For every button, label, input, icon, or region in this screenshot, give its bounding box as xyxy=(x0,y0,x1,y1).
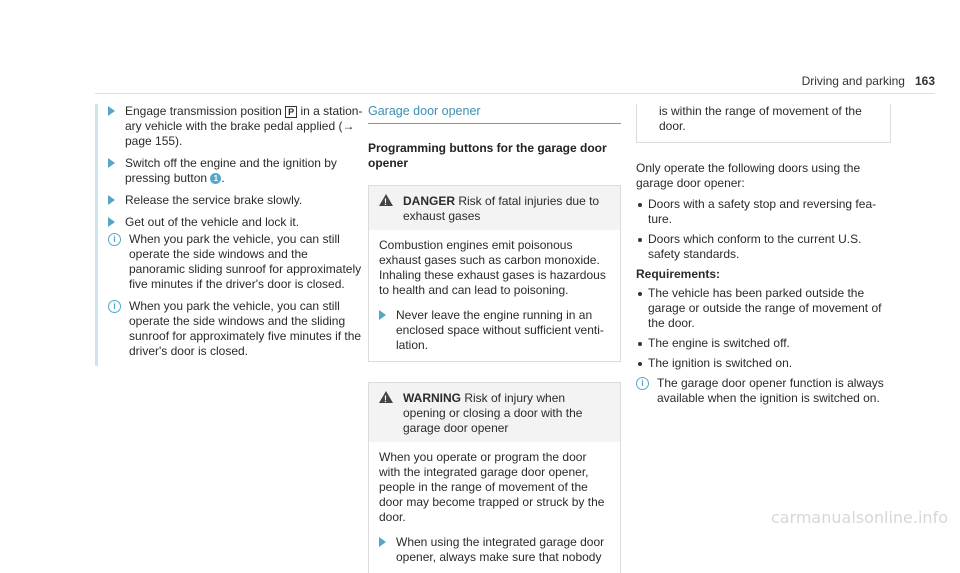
warning-continuation xyxy=(636,104,891,143)
note-item xyxy=(636,376,891,406)
gear-p-icon: P xyxy=(285,106,297,118)
step-item xyxy=(108,104,366,149)
header-rule xyxy=(95,93,935,94)
warning-label: WARNING xyxy=(403,391,461,405)
danger-box xyxy=(368,185,621,362)
requirements-list xyxy=(636,286,891,371)
continuation-text: is within the range of movement of the door. xyxy=(659,104,862,133)
door-list xyxy=(636,197,891,262)
intro-text: Only operate the following doors using the garage door opener: xyxy=(636,161,861,190)
step-text: Get out of the vehicle and lock it. xyxy=(125,215,300,229)
info-icon: i xyxy=(108,233,121,246)
list-item: Doors which conform to the current U.S. safety standards. xyxy=(636,232,891,262)
danger-heading: ! DANGER Risk of fatal injuries due to exhaust gases xyxy=(369,186,620,230)
step-item xyxy=(379,308,610,353)
warning-triangle-icon xyxy=(379,391,393,403)
warning-heading: ! WARNING Risk of injury when opening or closing a door with the garage door opener xyxy=(369,383,620,442)
danger-body xyxy=(369,230,620,361)
watermark: carmanualsonline.info xyxy=(770,508,948,527)
page-number: 163 xyxy=(914,74,935,88)
note-item xyxy=(108,232,366,292)
step-item xyxy=(108,193,366,208)
step-arrow-icon xyxy=(379,310,386,320)
section-title: Garage door opener xyxy=(368,104,481,118)
note-item xyxy=(108,299,366,359)
warning-text: When you operate or program the door with the integrated garage door opener, people in the range of movement of the door may become trapped or struck by the door. xyxy=(379,450,605,524)
info-icon: i xyxy=(636,377,649,390)
danger-label: DANGER xyxy=(403,194,456,208)
warning-body xyxy=(369,442,620,573)
page-ref-arrow-icon: → xyxy=(342,119,355,133)
step-item xyxy=(108,215,366,230)
column-middle xyxy=(368,104,621,573)
step-arrow-icon xyxy=(379,537,386,547)
step-arrow-icon xyxy=(108,106,115,116)
page-header xyxy=(802,74,935,89)
subheading: Programming buttons for the garage door opener xyxy=(368,141,607,170)
column-right xyxy=(636,104,891,413)
step-text: Engage transmission position P in a station- ary vehicle with the brake pedal applied (→ page 155). xyxy=(125,104,363,148)
step-text: Release the service brake slowly. xyxy=(125,193,303,207)
note-text: When you park the vehicle, you can still operate the side windows and the panoramic sliding sunroof for approximately five minutes if the driver's door is closed. xyxy=(129,232,362,291)
page-reference-link[interactable]: page 155). xyxy=(125,134,183,148)
list-item: The ignition is switched on. xyxy=(636,356,891,371)
title-rule xyxy=(368,123,621,124)
info-icon: i xyxy=(108,300,121,313)
step-text: When using the integrated garage door opener, always make sure that nobody xyxy=(396,535,605,564)
danger-text: Combustion engines emit poisonous exhaust gases such as carbon monoxide. Inhaling these exhaust gases is hazardous to health and can lead to poisoning. xyxy=(379,238,606,297)
column-left xyxy=(95,104,366,366)
step-item xyxy=(108,156,366,186)
step-arrow-icon xyxy=(108,158,115,168)
step-arrow-icon xyxy=(108,217,115,227)
note-text: When you park the vehicle, you can still operate the side windows and the sliding sunroof for approximately five minutes if the driver's door is closed. xyxy=(129,299,362,358)
requirements-label: Requirements: xyxy=(636,267,721,281)
step-text: Switch off the engine and the ignition by pressing button 1 . xyxy=(125,156,337,185)
step-arrow-icon xyxy=(108,195,115,205)
warning-triangle-icon xyxy=(379,194,393,206)
note-text: The garage door opener function is always available when the ignition is switched on. xyxy=(657,376,884,405)
list-item: The vehicle has been parked outside the garage or outside the range of movement of the door. xyxy=(636,286,891,331)
list-item: The engine is switched off. xyxy=(636,336,891,351)
list-item: Doors with a safety stop and reversing fea- ture. xyxy=(636,197,891,227)
warning-box xyxy=(368,382,621,573)
section-name: Driving and parking xyxy=(801,74,905,88)
step-text: Never leave the engine running in an enclosed space without sufficient venti- lation. xyxy=(396,308,604,352)
step-item xyxy=(379,535,610,565)
button-marker-1-icon: 1 xyxy=(210,173,221,184)
